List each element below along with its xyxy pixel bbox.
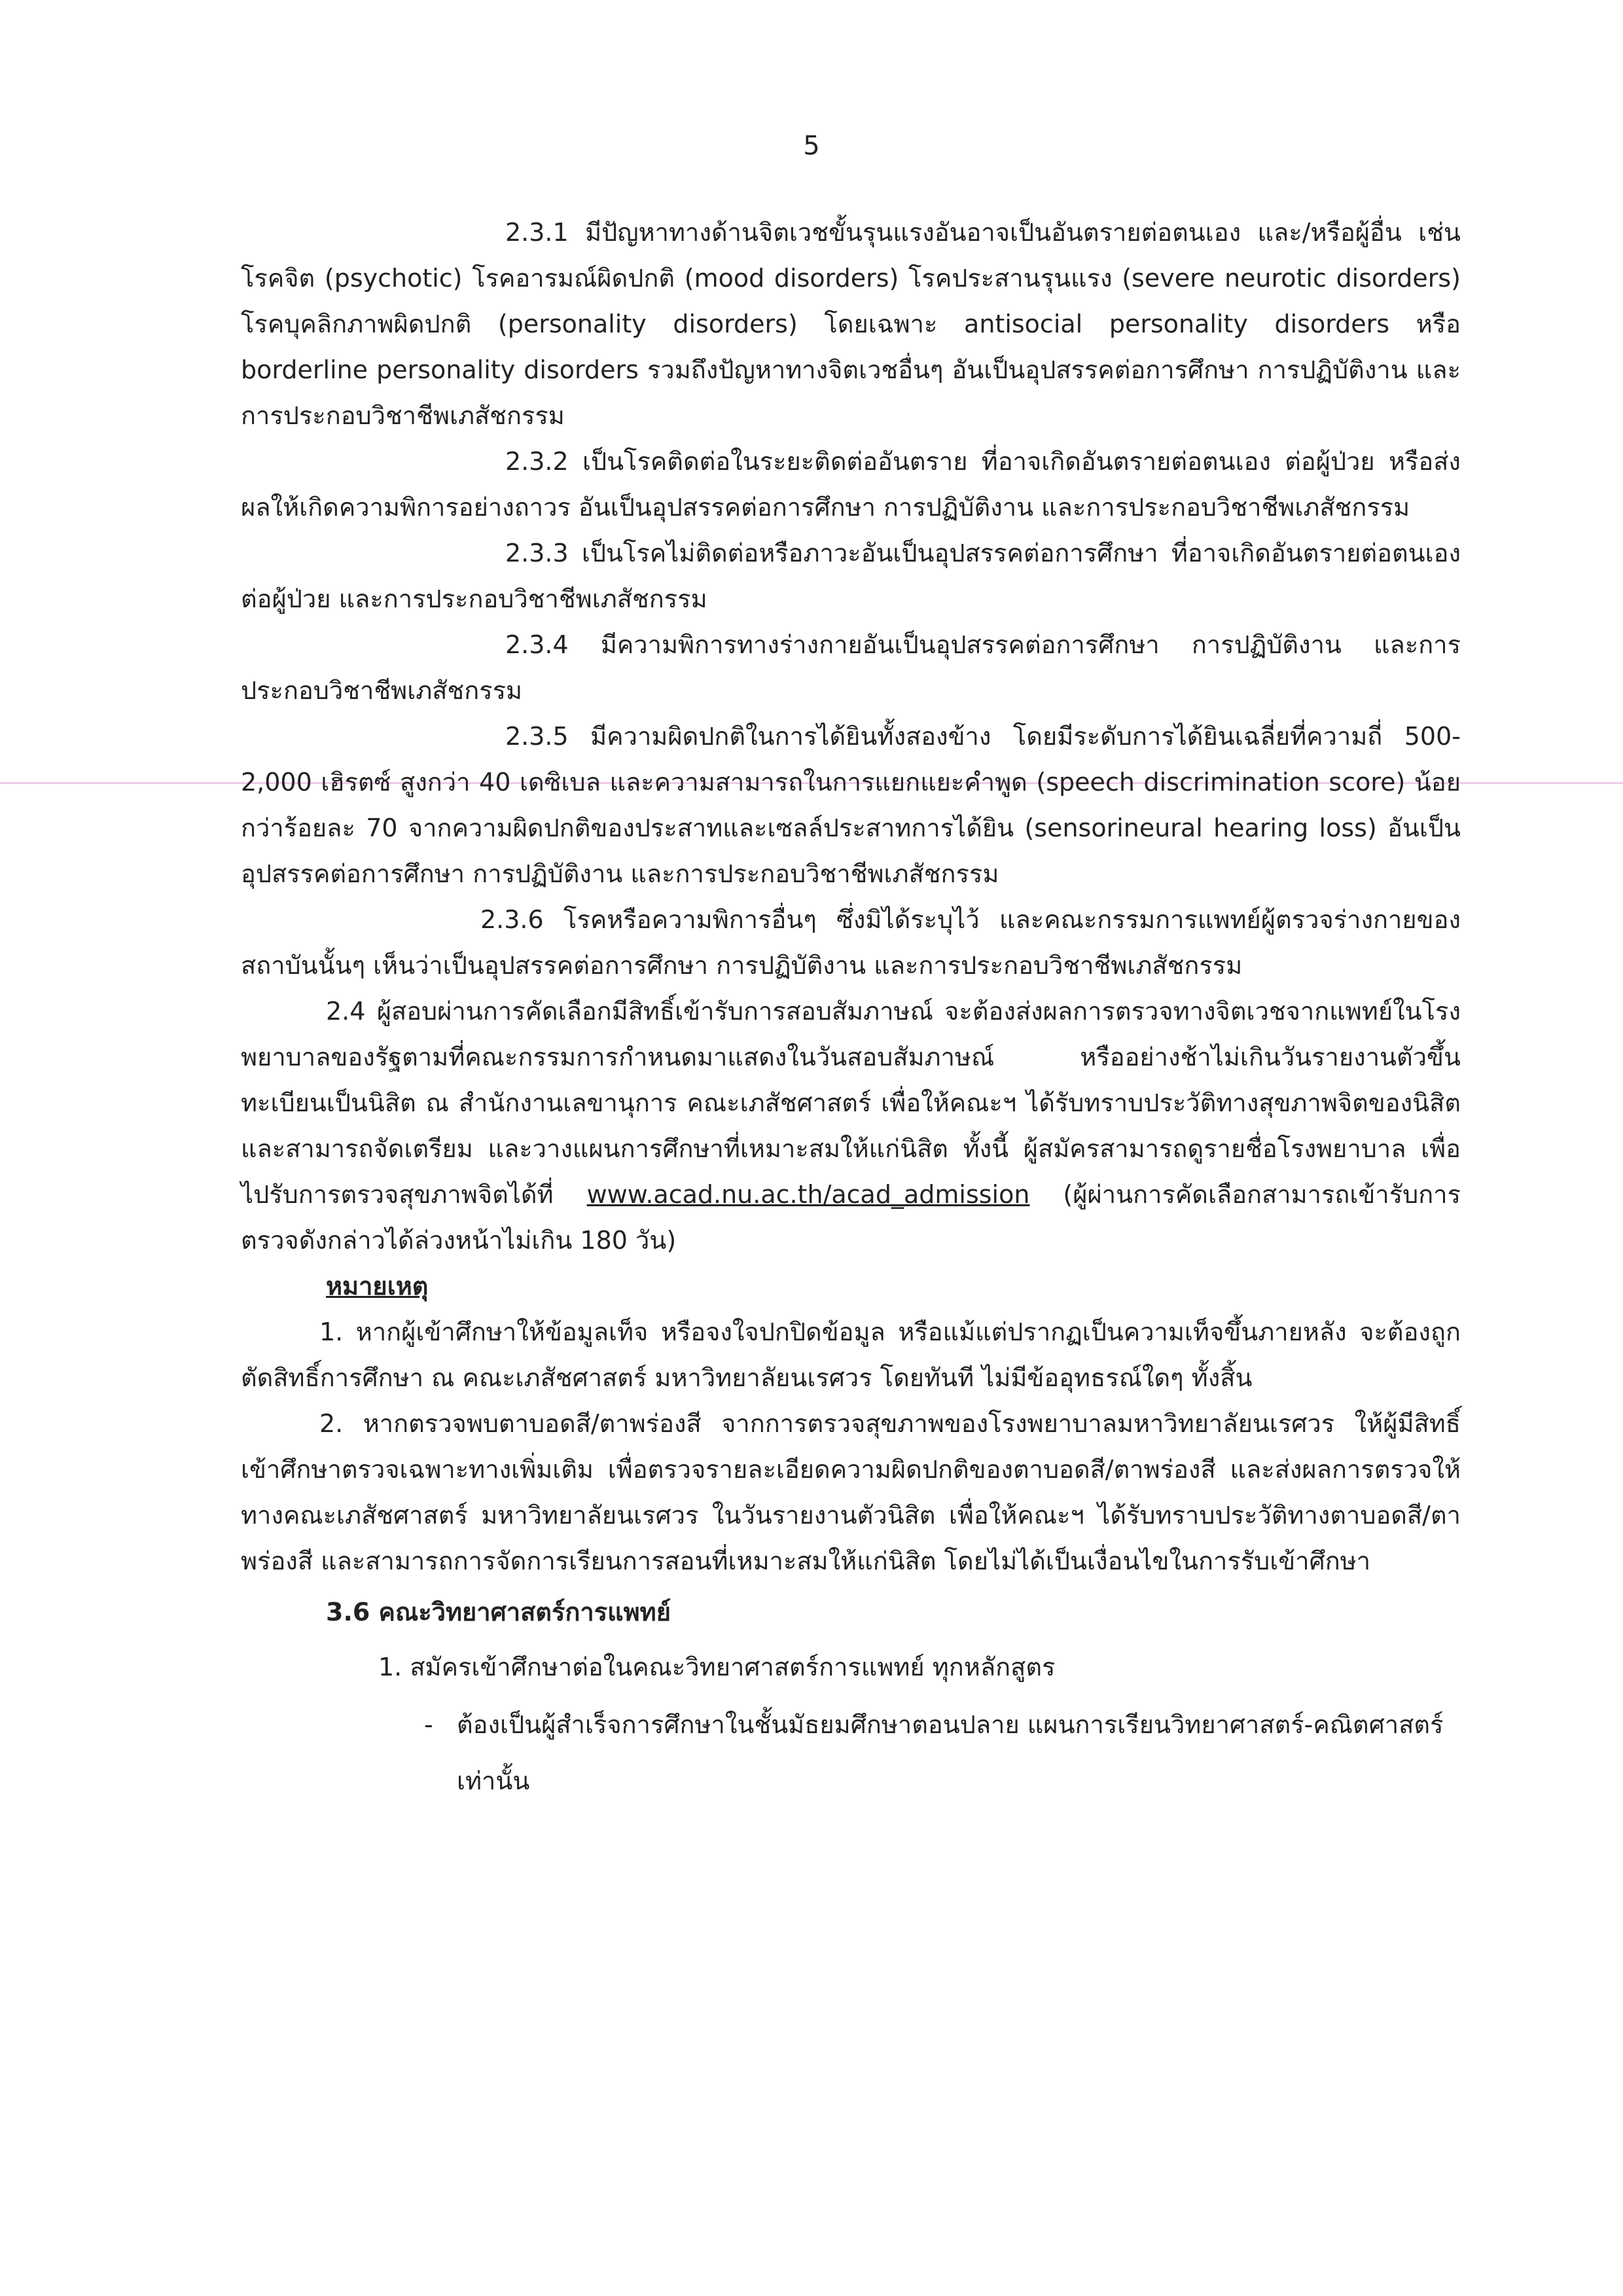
note-2: 2. หากตรวจพบตาบอดสี/ตาพร่องสี จากการตรวจสุขภาพของโรงพยาบาลมหาวิทยาลัยนเรศวร ให้ผู้มีสิทธิ์เข้าศึกษาตรวจเฉพาะทางเพิ่มเติม เพื่อตรวจรายละเอียดความผิดปกติของตาบอดสี/ตาพร่องสี และส่งผลการตรวจให้ทางคณะเภสัชศาสตร์ มหาวิทยาลัยนเรศวร ในวันรายงานตัวนิสิต เพื่อให้คณะฯ ได้รับทราบประวัติทางตาบอดสี/ตาพร่องสี และสามารถการจัดการเรียนการสอนที่เหมาะสมให้แก่นิสิต โดยไม่ได้เป็นเงื่อนไขในการรับเข้าศึกษา bbox=[241, 1409, 1461, 1575]
dash-list-item-text: ต้องเป็นผู้สำเร็จการศึกษาในชั้นมัธยมศึกษาตอนปลาย แผนการเรียนวิทยาศาสตร์-คณิตศาสตร์ เท่านั้น bbox=[457, 1710, 1444, 1795]
paragraph-2-4-after: (ผู้ผ่านการคัดเลือกสามารถเข้ารับการตรวจดังกล่าวได้ล่วงหน้าไม่เกิน 180 วัน) bbox=[241, 1180, 1461, 1255]
paragraph-2-4-text: 2.4 ผู้สอบผ่านการคัดเลือกมีสิทธิ์เข้ารับการสอบสัมภาษณ์ จะต้องส่งผลการตรวจทางจิตเวชจากแพทย์ในโรงพยาบาลของรัฐตามที่คณะกรรมการกำหนดมาแสดงในวันสอบสัมภาษณ์ หรืออย่างช้าไม่เกินวันรายงานตัวขึ้นทะเบียนเป็นนิสิต ณ สำนักงานเลขานุการ คณะเภสัชศาสตร์ เพื่อให้คณะฯ ได้รับทราบประวัติทางสุขภาพจิตของนิสิต และสามารถจัดเตรียม และวางแผนการศึกษาที่เหมาะสมให้แก่นิสิต ทั้งนี้ ผู้สมัครสามารถดูรายชื่อโรงพยาบาล เพื่อไปรับการตรวจสุขภาพจิตได้ที่ bbox=[241, 997, 1461, 1209]
paragraph-2-3-5: 2.3.5 มีความผิดปกติในการได้ยินทั้งสองข้าง โดยมีระดับการได้ยินเฉลี่ยที่ความถี่ 500-2,000 เฮิรตซ์ สูงกว่า 40 เดซิเบล และความสามารถในการแยกแยะคำพูด (speech discrimination score) น้อยกว่าร้อยละ 70 จากความผิดปกติของประสาทและเซลล์ประสาทการได้ยิน (sensorineural hearing loss) อันเป็นอุปสรรคต่อการศึกษา การปฏิบัติงาน และการประกอบวิชาชีพเภสัชกรรม bbox=[241, 722, 1461, 888]
document-body bbox=[241, 209, 1461, 1809]
paragraph-2-3-6: 2.3.6 โรคหรือความพิการอื่นๆ ซึ่งมิได้ระบุไว้ และคณะกรรมการแพทย์ผู้ตรวจร่างกายของสถาบันนั้นๆ เห็นว่าเป็นอุปสรรคต่อการศึกษา การปฏิบัติงาน และการประกอบวิชาชีพเภสัชกรรม bbox=[241, 905, 1461, 980]
page-number: 5 bbox=[803, 131, 820, 161]
section-heading-3-6: 3.6 คณะวิทยาศาสตร์การแพทย์ bbox=[326, 1598, 671, 1626]
dash-bullet: - bbox=[424, 1710, 433, 1739]
admission-link[interactable]: www.acad.nu.ac.th/acad_admission bbox=[586, 1180, 1030, 1209]
paragraph-2-3-3: 2.3.3 เป็นโรคไม่ติดต่อหรือภาวะอันเป็นอุปสรรคต่อการศึกษา ที่อาจเกิดอันตรายต่อตนเอง ต่อผู้ป่วย และการประกอบวิชาชีพเภสัชกรรม bbox=[241, 539, 1461, 613]
paragraph-2-4 bbox=[241, 988, 1461, 1263]
note-heading: หมายเหตุ bbox=[326, 1272, 429, 1300]
paragraph-2-3-1: 2.3.1 มีปัญหาทางด้านจิตเวชขั้นรุนแรงอันอาจเป็นอันตรายต่อตนเอง และ/หรือผู้อื่น เช่น โรคจิต (psychotic) โรคอารมณ์ผิดปกติ (mood disorders) โรคประสานรุนแรง (severe neurotic disorders) โรคบุคลิกภาพผิดปกติ (personality disorders) โดยเฉพาะ antisocial personality disorders หรือ borderline personality disorders รวมถึงปัญหาทางจิตเวชอื่นๆ อันเป็นอุปสรรคต่อการศึกษา การปฏิบัติงาน และการประกอบวิชาชีพเภสัชกรรม bbox=[241, 218, 1461, 430]
list-item-1: 1. สมัครเข้าศึกษาต่อในคณะวิทยาศาสตร์การแพทย์ ทุกหลักสูตร bbox=[378, 1653, 1056, 1681]
paragraph-2-3-2: 2.3.2 เป็นโรคติดต่อในระยะติดต่ออันตราย ที่อาจเกิดอันตรายต่อตนเอง ต่อผู้ป่วย หรือส่งผลให้เกิดความพิการอย่างถาวร อันเป็นอุปสรรคต่อการศึกษา การปฏิบัติงาน และการประกอบวิชาชีพเภสัชกรรม bbox=[241, 447, 1461, 522]
paragraph-2-3-4: 2.3.4 มีความพิการทางร่างกายอันเป็นอุปสรรคต่อการศึกษา การปฏิบัติงาน และการประกอบวิชาชีพเภสัชกรรม bbox=[241, 630, 1461, 705]
dash-list-item bbox=[241, 1696, 1461, 1809]
note-1: 1. หากผู้เข้าศึกษาให้ข้อมูลเท็จ หรือจงใจปกปิดข้อมูล หรือแม้แต่ปรากฏเป็นความเท็จขึ้นภายหลัง จะต้องถูกตัดสิทธิ์การศึกษา ณ คณะเภสัชศาสตร์ มหาวิทยาลัยนเรศวร โดยทันที ไม่มีข้ออุทธรณ์ใดๆ ทั้งสิ้น bbox=[241, 1318, 1461, 1392]
